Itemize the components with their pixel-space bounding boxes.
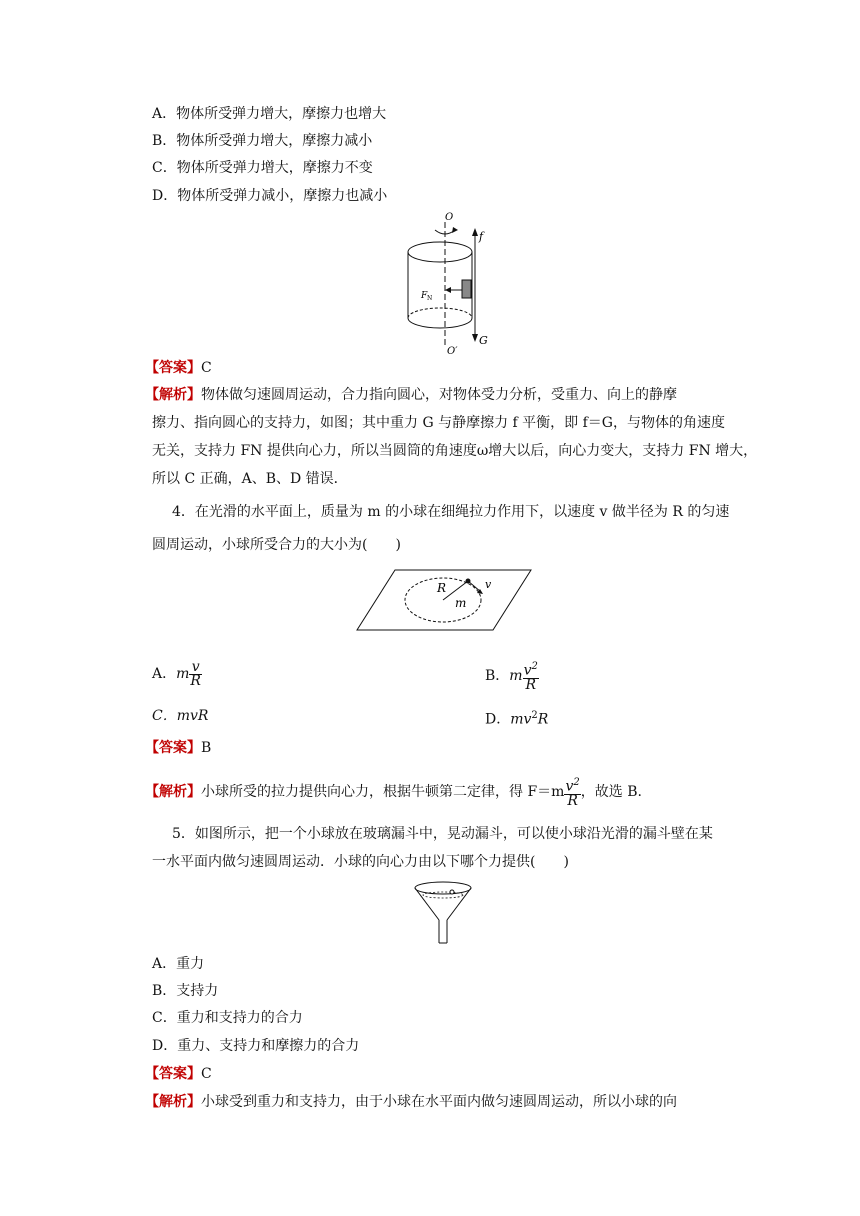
q3-analysis-line-4: 所以 C 正确，A、B、D 错误． (152, 471, 348, 487)
analysis-tag: 【解析】 (145, 387, 201, 403)
q5-option-d: D．重力、支持力和摩擦力的合力 (152, 1038, 360, 1054)
q3-analysis-line-2: 擦力、指向圆心的支持力，如图；其中重力 G 与静摩擦力 f 平衡，即 f＝G，与物体的角速度 (152, 415, 725, 431)
q5-funnel-figure (408, 878, 478, 946)
q4-label-r: R (437, 581, 447, 595)
q3-label-o: O (445, 212, 454, 223)
q3-analysis-line-1 (145, 385, 677, 405)
q3-cylinder-figure (395, 210, 505, 355)
q4-stem-line-1: 4．在光滑的水平面上，质量为 m 的小球在细绳拉力作用下，以速度 v 做半径为 R 的匀速 (172, 504, 730, 520)
q3-option-b: B．物体所受弹力增大，摩擦力减小 (152, 133, 373, 149)
q3-analysis-line-3: 无关，支持力 FN 提供向心力，所以当圆筒的角速度ω增大以后，向心力变大，支持力 FN 增大， (152, 443, 758, 459)
q5-option-b: B．支持力 (152, 983, 219, 999)
q4-plane-figure (355, 568, 535, 634)
q5-option-c: C．重力和支持力的合力 (152, 1010, 303, 1026)
q5-stem-line-1: 5．如图所示，把一个小球放在玻璃漏斗中，晃动漏斗，可以使小球沿光滑的漏斗壁在某 (172, 826, 713, 842)
q4-option-d: D．$mv^2R$ (485, 710, 549, 728)
q3-option-c: C．物体所受弹力增大，摩擦力不变 (152, 160, 373, 176)
answer-value: C (201, 360, 212, 376)
q3-label-fn-sub: N (427, 295, 433, 302)
q5-stem-line-2: 一水平面内做匀速圆周运动．小球的向心力由以下哪个力提供( ) (152, 854, 569, 870)
q4-analysis-line: 【解析】小球所受的拉力提供向心力，根据牛顿第二定律，得 F＝m $\frac{v^2}{R}$ ，故选 B. (145, 777, 642, 809)
q3-label-fn: F (421, 291, 428, 301)
q3-answer-line (145, 358, 212, 378)
q3-label-g: G (479, 334, 488, 347)
analysis-text: 物体做匀速圆周运动，合力指向圆心，对物体受力分析，受重力、向上的静摩 (201, 387, 677, 403)
q5-option-a: A．重力 (152, 956, 205, 972)
q4-option-b: B．m $\frac{v^2}{R}$ (485, 661, 538, 693)
q4-stem-line-2: 圆周运动，小球所受合力的大小为( ) (152, 537, 401, 553)
q4-label-m: m (455, 596, 467, 610)
q4-answer-line: 【答案】B (145, 740, 212, 756)
q3-label-f: f (479, 230, 484, 243)
q3-label-o-prime: O′ (447, 346, 458, 355)
q4-option-a: A．m $\frac{v}{R}$ (152, 658, 201, 689)
q4-option-c: C．mvR (152, 708, 209, 724)
q3-option-d: D．物体所受弹力减小，摩擦力也减小 (152, 188, 388, 204)
q5-answer-line: 【答案】C (145, 1066, 212, 1082)
q3-option-a: A．物体所受弹力增大，摩擦力也增大 (152, 106, 387, 122)
q4-label-v: v (485, 578, 492, 591)
answer-tag: 【答案】 (145, 360, 201, 376)
q5-analysis-line: 【解析】小球受到重力和支持力，由于小球在水平面内做匀速圆周运动，所以小球的向 (145, 1094, 677, 1110)
